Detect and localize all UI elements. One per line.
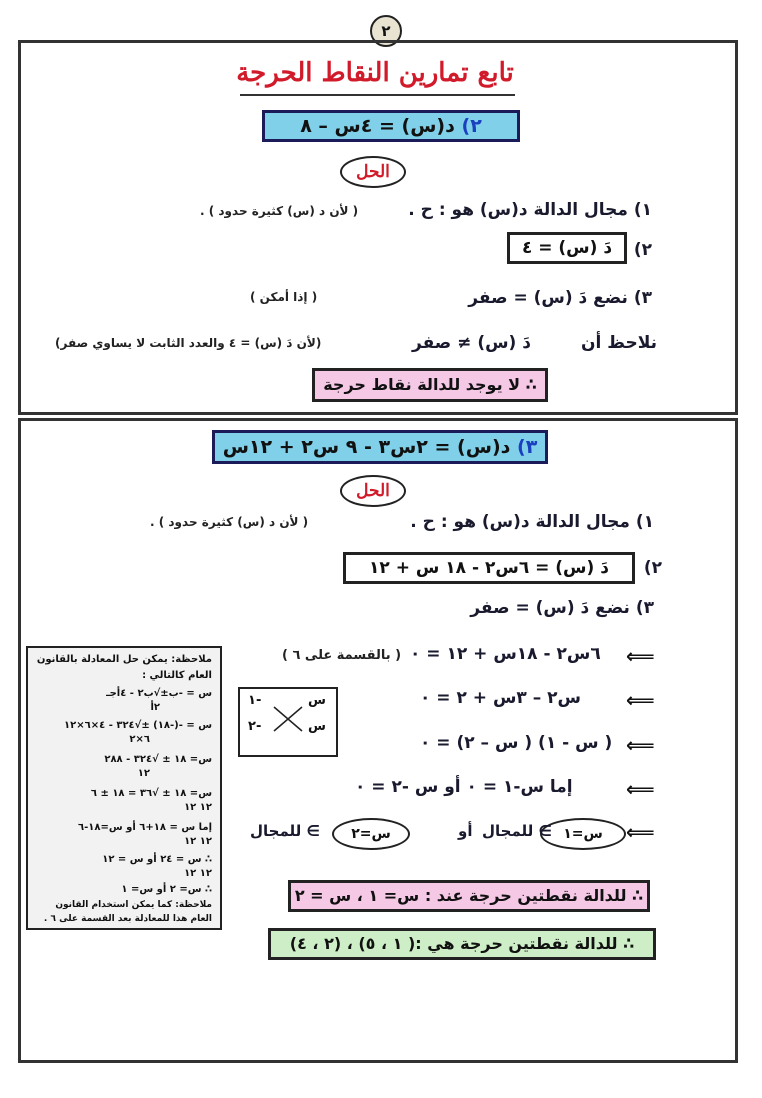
x-equals-1-oval: س=١ <box>540 818 626 850</box>
ex3-step2-num: ٢) <box>643 558 662 578</box>
ex3-solution-label: الحل <box>340 475 406 507</box>
factor-r1-left: ١- <box>248 693 262 708</box>
side-note-line: س= ١٨ ± √٣٦ = ١٨ ± ٦ <box>90 788 212 799</box>
ex3-function-box <box>212 430 548 464</box>
side-note-line: ∴ س= ٢ أو س= ١ <box>121 884 212 895</box>
ex2-observe-label: نلاحظ أن <box>580 333 657 353</box>
ex2-number: ٢) <box>461 115 482 137</box>
ex2-derivative-box: دَ (س) = ٤ <box>507 232 627 264</box>
or-label: أو <box>458 822 473 840</box>
in-domain-2: ∋ للمجال <box>250 822 320 840</box>
ex3-conclusion-points: ∴ للدالة نقطتين حرجة عند : س= ١ ، س = ٢ <box>288 880 650 912</box>
ex3-line-1-note: ( بالقسمة على ٦ ) <box>282 648 402 663</box>
side-note-line: ملاحظة: يمكن حل المعادلة بالقانون <box>36 654 212 665</box>
ex2-conclusion: ∴ لا يوجد للدالة نقاط حرجة <box>312 368 548 402</box>
side-note-line: ١٢ ١٢ <box>184 868 212 879</box>
title-underline <box>240 94 515 96</box>
ex3-step3: ٣) نضع دَ (س) = صفر <box>470 598 654 618</box>
side-note-line: س = -ب±√ب٢ - ٤أجـ <box>106 688 212 699</box>
ex2-observe-expr: دَ (س) ≠ صفر <box>412 333 531 353</box>
ex2-step1-note: ( لأن د (س) كثيرة حدود ) . <box>200 204 359 218</box>
ex2-function-box <box>262 110 520 142</box>
side-note-line: س= ١٨ ± √٣٢٤ - ٢٨٨ <box>104 754 212 765</box>
side-note-line: العام كالتالي : <box>142 670 212 681</box>
factoring-cross-box <box>238 687 338 757</box>
ex2-observe-note: (لأن دَ (س) = ٤ والعدد الثابت لا يساوي صفر) <box>55 336 322 350</box>
ex2-function: د(س) = ٤س – ٨ <box>300 115 455 137</box>
ex3-step1-note: ( لأن د (س) كثيرة حدود ) . <box>150 515 309 529</box>
ex3-step1: ١) مجال الدالة د(س) هو : ح . <box>410 512 654 532</box>
x-equals-2-oval: س=٢ <box>332 818 410 850</box>
in-domain-1: ∋ للمجال <box>482 822 552 840</box>
side-note-line: العام هذا للمعادلة بعد القسمة على ٦ . <box>43 914 212 924</box>
ex3-number: ٣) <box>517 436 538 458</box>
factor-r2-left: ٢- <box>248 719 262 734</box>
ex3-line-3: ( س - ١) ( س – ٢) = ٠ <box>420 733 613 753</box>
ex2-step3: ٣) نضع دَ (س) = صفر <box>468 288 652 308</box>
factor-r2-right: س <box>308 719 326 734</box>
implies-arrow-5: ⟸ <box>626 820 655 844</box>
exercise-2-frame <box>18 40 738 415</box>
side-note-line: ∴ س = ٢٤ أو س = ١٢ <box>102 854 212 865</box>
side-note-line: ١٢ ١٢ <box>184 802 212 813</box>
ex3-line-2: س٢ – ٣س + ٢ = ٠ <box>420 688 582 708</box>
ex2-step1: ١) مجال الدالة د(س) هو : ح . <box>408 200 652 220</box>
implies-arrow-3: ⟸ <box>626 733 655 757</box>
ex3-line-1: ٦س٢ - ١٨س + ١٢ = ٠ <box>410 644 601 664</box>
implies-arrow-2: ⟸ <box>626 688 655 712</box>
ex2-solution-label: الحل <box>340 156 406 188</box>
side-note-line: ١٢ <box>137 768 150 779</box>
side-note-line: إما س = ١٨+٦ أو س=١٨-٦ <box>78 822 212 833</box>
ex2-step2-num: ٢) <box>633 240 652 260</box>
implies-arrow-1: ⟸ <box>626 644 655 668</box>
side-note-line: ملاحظة: كما يمكن استخدام القانون <box>55 900 212 910</box>
side-note-line: ١٢ ١٢ <box>184 836 212 847</box>
factor-r1-right: س <box>308 693 326 708</box>
ex2-step3-note: ( إذا أمكن ) <box>250 290 318 304</box>
ex3-conclusion-coordinates: ∴ للدالة نقطتين حرجة هي :( ١ ، ٥) ، (٢ ، ٤) <box>268 928 656 960</box>
side-note-line: س = -(-١٨) ±√٣٢٤ - ٤×٦×١٢ <box>64 720 212 731</box>
ex3-line-4: إما س-١ = ٠ أو س -٢ = ٠ <box>355 777 573 797</box>
quadratic-formula-note <box>26 646 222 930</box>
implies-arrow-4: ⟸ <box>626 777 655 801</box>
side-note-line: ٦×٢ <box>129 734 150 745</box>
page-title: تابع تمارين النقاط الحرجة <box>236 58 514 88</box>
side-note-line: ٢أ <box>150 702 160 713</box>
ex3-derivative-box: دَ (س) = ٦س٢ - ١٨ س + ١٢ <box>343 552 635 584</box>
ex3-function: د(س) = ٢س٣ - ٩ س٢ + ١٢س <box>222 436 511 458</box>
page-number: ٢ <box>370 15 402 47</box>
